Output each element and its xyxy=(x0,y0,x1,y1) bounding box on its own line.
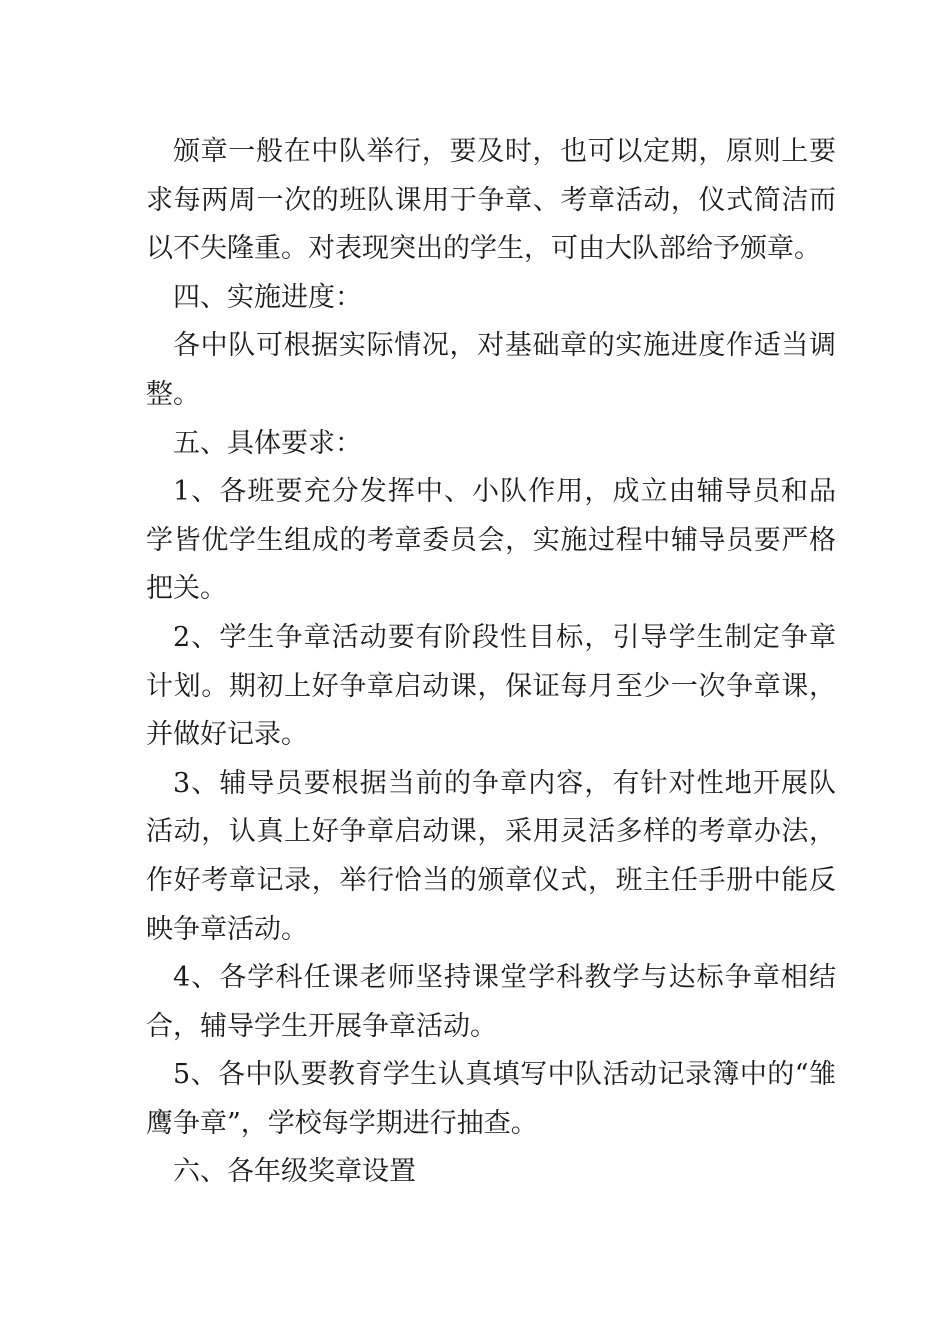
heading-grade-medal-settings: 六、各年级奖章设置 xyxy=(173,1156,416,1188)
heading-implementation-schedule: 四、实施进度： xyxy=(173,281,362,313)
requirement-item-4: 4、各学科任课老师坚持课堂学科教学与达标争章相结合，辅导学生开展争章活动。 xyxy=(146,962,836,1042)
heading-specific-requirements: 五、具体要求： xyxy=(173,427,362,459)
requirement-item-1: 1、各班要充分发挥中、小队作用，成立由辅导员和品学皆优学生组成的考章委员会，实施过程中辅导员要严格把关。 xyxy=(146,476,836,605)
requirement-item-5: 5、各中队要教育学生认真填写中队活动记录簿中的“雏鹰争章”，学校每学期进行抽查。 xyxy=(146,1059,836,1139)
document-page xyxy=(146,128,836,1197)
requirement-item-2: 2、学生争章活动要有阶段性目标，引导学生制定争章计划。期初上好争章启动课，保证每月至少一次争章课，并做好记录。 xyxy=(146,621,836,751)
paragraph-schedule-adjustment: 各中队可根据实际情况，对基础章的实施进度作适当调整。 xyxy=(146,330,836,410)
paragraph-award-ceremony: 颁章一般在中队举行，要及时，也可以定期，原则上要求每两周一次的班队课用于争章、考章活动，仪式简洁而以不失隆重。对表现突出的学生，可由大队部给予颁章。 xyxy=(146,136,836,265)
requirement-item-3: 3、辅导员要根据当前的争章内容，有针对性地开展队活动，认真上好争章启动课，采用灵活多样的考章办法，作好考章记录，举行恰当的颁章仪式，班主任手册中能反映争章活动。 xyxy=(146,767,836,945)
